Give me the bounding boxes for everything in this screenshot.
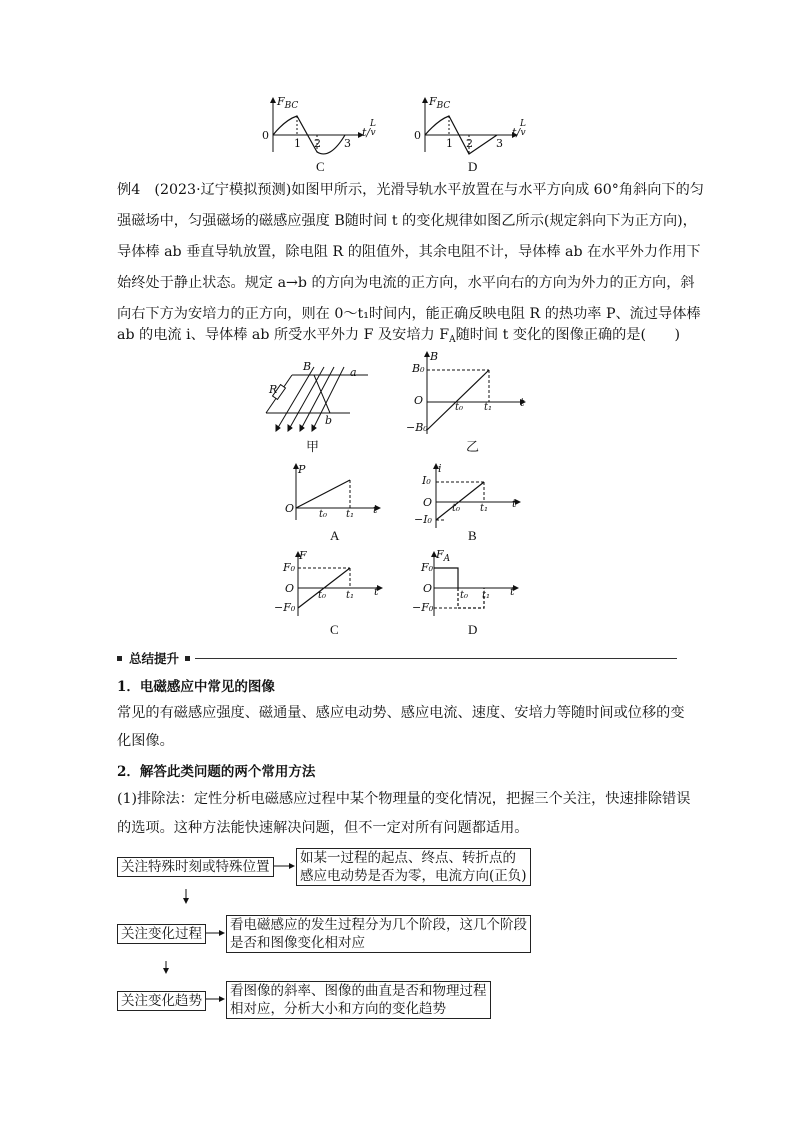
option-b-graph xyxy=(430,462,525,532)
d-origin: 0 xyxy=(414,129,421,142)
c-y-label: $F_{BC}$ xyxy=(277,95,299,111)
d-y-label: $F_{BC}$ xyxy=(429,95,451,111)
caption-a: A xyxy=(330,528,340,543)
yi-y-neg: −B₀ xyxy=(406,421,428,434)
a-t: t xyxy=(373,503,378,516)
yi-origin: O xyxy=(414,394,424,407)
d2-y-neg: −F₀ xyxy=(412,601,434,614)
d2-t1: t₁ xyxy=(482,590,491,601)
caption-b: B xyxy=(468,528,477,543)
a-t1: t₁ xyxy=(346,509,355,520)
c2-y: F xyxy=(299,549,307,562)
c2-t0: t₀ xyxy=(318,590,327,601)
summary-heading-2: 2．解答此类问题的两个常用方法 xyxy=(117,764,316,780)
yi-t: t xyxy=(520,396,525,409)
b-y-pos: I₀ xyxy=(422,474,431,487)
yi-y-pos: B₀ xyxy=(412,362,425,375)
summary-para-1a: 常见的有磁感应强度、磁通量、感应电动势、感应电流、速度、安培力等随时间或位移的变 xyxy=(117,705,685,721)
c-tick2: 2 xyxy=(314,137,321,150)
flow-key-1: 关注特殊时刻或特殊位置 xyxy=(117,857,274,877)
caption-jia: 甲 xyxy=(306,439,320,454)
c-x-frac: L v xyxy=(370,119,376,138)
summary-header: 总结提升 xyxy=(129,651,180,666)
top-graphs xyxy=(255,92,545,172)
caption-d-lower: D xyxy=(468,622,478,637)
c-tick3: 3 xyxy=(344,137,351,150)
flow-key-3: 关注变化趋势 xyxy=(117,991,206,1011)
caption-c-lower: C xyxy=(330,622,339,637)
b-y-neg: −I₀ xyxy=(414,513,432,526)
d-tick2: 2 xyxy=(466,137,473,150)
a-origin: O xyxy=(285,502,295,515)
d-x-label: t/ xyxy=(512,126,521,139)
b-t: t xyxy=(512,497,517,510)
d2-origin: O xyxy=(423,582,433,595)
b-t0: t₀ xyxy=(452,503,461,514)
flow-value-3: 看图像的斜率、图像的曲直是否和物理过程 相对应，分析大小和方向的变化趋势 xyxy=(226,981,491,1019)
c-origin: 0 xyxy=(262,129,269,142)
flow-value-2: 看电磁感应的发生过程分为几个阶段，这几个阶段 是否和图像变化相对应 xyxy=(226,915,531,953)
c2-y-neg: −F₀ xyxy=(274,601,296,614)
jia-r-label: R xyxy=(269,383,278,396)
square-bullet-icon xyxy=(185,656,190,661)
c-x-label: t/ xyxy=(362,126,371,139)
d-tick3: 3 xyxy=(496,137,503,150)
yi-t1: t₁ xyxy=(484,402,493,413)
a-t0: t₀ xyxy=(319,509,328,520)
divider xyxy=(195,658,677,659)
example-line-5: 向右下方为安培力的正方向，则在 0～t₁时间内，能正确反映电阻 R 的热功率 P、流过导体棒 xyxy=(117,306,701,322)
b-y: i xyxy=(438,462,442,475)
summary-para-2b: 的选项。这种方法能快速解决问题，但不一定对所有问题都适用。 xyxy=(117,820,529,836)
jia-b2-label: b xyxy=(325,414,333,427)
summary-heading-1: 1．电磁感应中常见的图像 xyxy=(117,679,275,695)
c2-t: t xyxy=(374,585,379,598)
square-bullet-icon xyxy=(117,656,122,661)
c2-origin: O xyxy=(285,582,295,595)
example-line-2: 强磁场中，匀强磁场的磁感应强度 B随时间 t 的变化规律如图乙所示(规定斜向下为正方向)， xyxy=(117,213,697,229)
d2-t: t xyxy=(510,585,515,598)
d2-y: $F_A$ xyxy=(436,548,451,564)
flow-key-2: 关注变化过程 xyxy=(117,924,206,944)
example-line-3: 导体棒 ab 垂直导轨放置，除电阻 R 的阻值外，其余电阻不计，导体棒 ab 在水平外力作用下 xyxy=(117,244,701,260)
d-tick1: 1 xyxy=(446,137,453,150)
c2-t1: t₁ xyxy=(346,590,355,601)
d-x-frac: L v xyxy=(520,119,526,138)
summary-para-2a: (1)排除法：定性分析电磁感应过程中某个物理量的变化情况，把握三个关注，快速排除错误 xyxy=(117,791,691,807)
top-caption-d: D xyxy=(468,159,478,174)
yi-t0: t₀ xyxy=(455,402,464,413)
c-tick1: 1 xyxy=(294,137,301,150)
c2-y-pos: F₀ xyxy=(283,561,296,574)
example-line-4: 始终处于静止状态。规定 a→b 的方向为电流的正方向，水平向右的方向为外力的正方向，斜 xyxy=(117,275,695,291)
jia-a-label: a xyxy=(350,366,357,379)
yi-y: B xyxy=(430,350,439,363)
summary-header-bar xyxy=(117,653,677,665)
summary-para-1b: 化图像。 xyxy=(117,733,174,749)
a-y: P xyxy=(298,463,306,476)
b-origin: O xyxy=(423,496,433,509)
jia-b-label: B xyxy=(303,360,312,373)
flow-value-1: 如某一过程的起点、终点、转折点的 感应电动势是否为零，电流方向(正负) xyxy=(296,848,531,886)
b-t1: t₁ xyxy=(480,503,489,514)
example-line-6: ab 的电流 i、导体棒 ab 所受水平外力 F 及安培力 $F_A$随时间 t 变化的图像正确的是( ) xyxy=(117,327,680,345)
d2-y-pos: F₀ xyxy=(421,561,434,574)
caption-yi: 乙 xyxy=(466,439,480,454)
top-caption-c: C xyxy=(316,159,325,174)
d2-t0: t₀ xyxy=(460,590,469,601)
example-line-1: 例4 (2023·辽宁模拟预测)如图甲所示，光滑导轨水平放置在与水平方向成 60°角斜向下的匀 xyxy=(117,182,704,198)
